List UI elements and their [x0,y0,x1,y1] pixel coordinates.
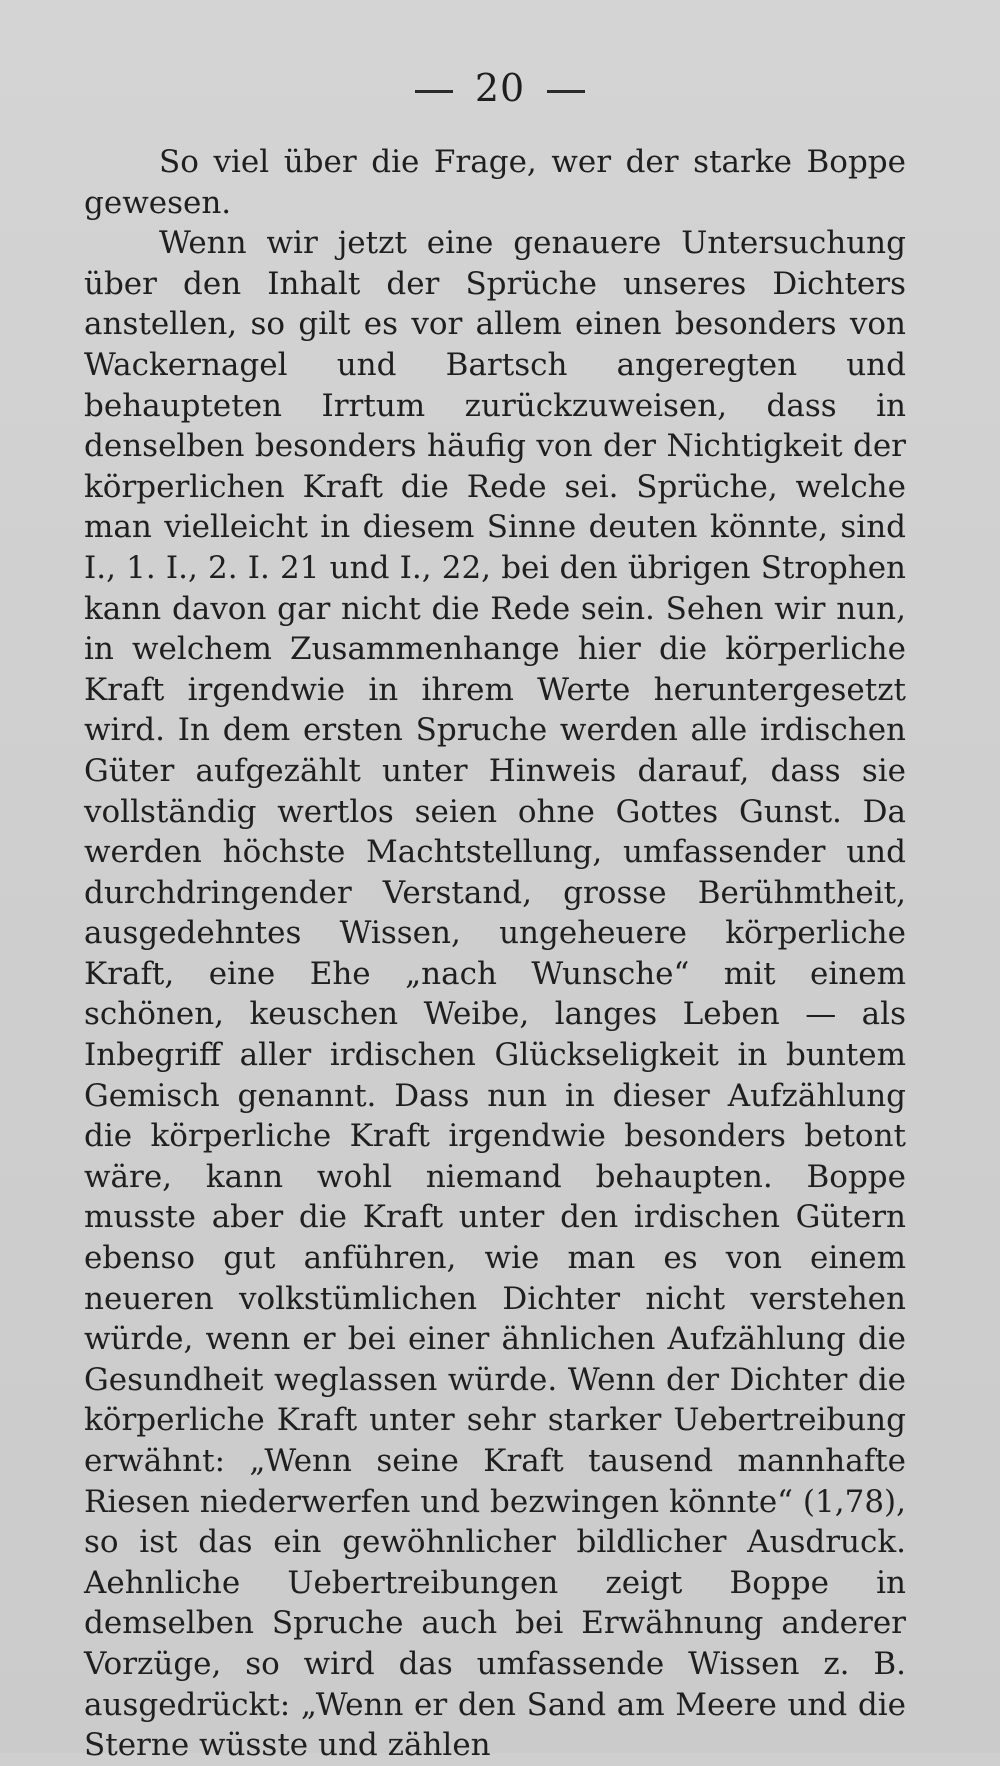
paragraph-2: Wenn wir jetzt eine genauere Untersuchung über den Inhalt der Sprüche unseres Dichters anstellen, so gilt es vor allem einen besonders von Wackernagel und Bartsch angeregten und behaupteten Irrtum zurückzuweisen, dass in denselben besonders häufig von der Nichtigkeit der körperlichen Kraft die Rede sei. Sprüche, welche man vielleicht in diesem Sinne deuten könnte, sind I., 1. I., 2. I. 21 und I., 22, bei den übrigen Strophen kann davon gar nicht die Rede sein. Sehen wir nun, in welchem Zusammenhange hier die körperliche Kraft irgendwie in ihrem Werte heruntergesetzt wird. In dem ersten Spruche werden alle irdischen Güter aufgezählt unter Hinweis darauf, dass sie vollständig wertlos seien ohne Gottes Gunst. Da werden höchste Machtstellung, umfassender und durchdringender Verstand, grosse Berühmtheit, ausgedehntes Wissen, ungeheuere körperliche Kraft, eine Ehe „nach Wunsche“ mit einem schönen, keuschen Weibe, langes Leben — als Inbegriff aller irdischen Glückseligkeit in buntem Gemisch genannt. Dass nun in dieser Aufzählung die körperliche Kraft irgendwie besonders betont wäre, kann wohl niemand behaupten. Boppe musste aber die Kraft unter den irdischen Gütern ebenso gut anführen, wie man es von einem neueren volkstümlichen Dichter nicht verstehen würde, wenn er bei einer ähnlichen Aufzählung die Gesundheit weglassen würde. Wenn der Dichter die körperliche Kraft unter sehr starker Uebertreibung erwähnt: „Wenn seine Kraft tausend mannhafte Riesen niederwerfen und bezwingen könnte“ (1,78), so ist das ein gewöhnlicher bildlicher Ausdruck. Aehnliche Uebertreibungen zeigt Boppe in demselben Spruche auch bei Erwähnung anderer Vorzüge, so wird das umfassende Wissen z. B. ausgedrückt: „Wenn er den Sand am Meere und die Sterne wüsste und zählen [84,225,906,1764]
body-text [84,142,906,1766]
page-header [0,64,1000,112]
header-dash-right [547,90,585,93]
header-dash-left [415,90,453,93]
paragraph-1: So viel über die Frage, wer der starke Boppe gewesen. [84,144,906,221]
page-number: 20 [474,66,526,110]
